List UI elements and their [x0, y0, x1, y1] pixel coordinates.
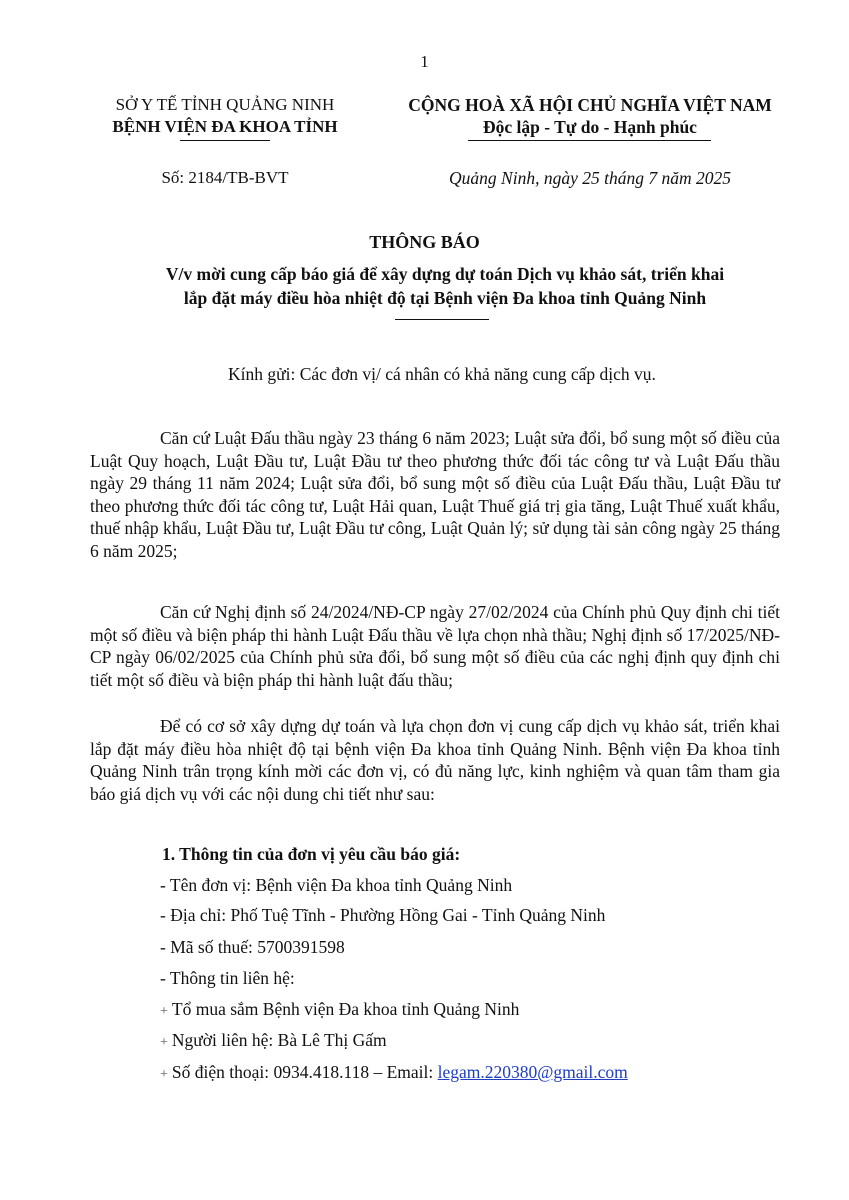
- recipient-line: Kính gửi: Các đơn vị/ cá nhân có khả năng cung cấp dịch vụ.: [228, 364, 656, 384]
- plus-bullet-icon: +: [160, 1067, 168, 1082]
- legal-basis-paragraph-2: Căn cứ Nghị định số 24/2024/NĐ-CP ngày 27/02/2024 của Chính phủ Quy định chi tiết một số điều và biện pháp thi hành Luật Đấu thầu về lựa chọn nhà thầu; Nghị định số 17/2025/NĐ-CP ngày 06/02/2025 của Chính phủ sửa đổi, bổ sung một số điều của các nghị định quy định chi tiết một số điều và biện pháp thi hành luật đấu thầu;: [90, 602, 780, 690]
- subject-line-1: V/v mời cung cấp báo giá để xây dựng dự toán Dịch vụ khảo sát, triển khai: [165, 264, 725, 284]
- document-number: Số: 2184/TB-BVT: [161, 168, 289, 187]
- notice-subject: [100, 262, 790, 310]
- agency-name: SỞ Y TẾ TỈNH QUẢNG NINH: [115, 95, 335, 114]
- unit-name: BỆNH VIỆN ĐA KHOA TỈNH: [112, 117, 338, 136]
- national-motto: Độc lập - Tự do - Hạnh phúc: [483, 117, 697, 137]
- section-1-heading: 1. Thông tin của đơn vị yêu cầu báo giá:: [162, 844, 461, 864]
- national-header: [385, 94, 795, 138]
- place-date: Quảng Ninh, ngày 25 tháng 7 năm 2025: [449, 168, 731, 188]
- org-name-line: - Tên đơn vị: Bệnh viện Đa khoa tỉnh Quảng Ninh: [160, 875, 513, 895]
- motto-underline: [468, 140, 711, 141]
- contact-item-team: [160, 999, 519, 1020]
- page-number: 1: [420, 52, 429, 71]
- legal-basis-paragraph-1: Căn cứ Luật Đấu thầu ngày 23 tháng 6 năm 2023; Luật sửa đổi, bổ sung một số điều của Luật Quy hoạch, Luật Đầu tư, Luật Đầu tư theo phương thức đối tác công tư và Luật Đấu thầu ngày 29 tháng 11 năm 2024; Luật sửa đổi, bổ sung một số điều của Luật Đấu thầu, Luật Đầu tư theo phương thức đối tác công tư, Luật Hải quan, Luật Thuế giá trị gia tăng, Luật Thuế xuất khẩu, thuế nhập khẩu, Luật Đầu tư, Luật Đầu tư công, Luật Quản lý; sử dụng tài sản công ngày 25 tháng 6 năm 2025;: [90, 428, 780, 561]
- contact-person-text: Người liên hệ: Bà Lê Thị Gấm: [171, 1030, 387, 1050]
- subject-divider: [395, 319, 489, 320]
- notice-title: THÔNG BÁO: [369, 232, 480, 252]
- contact-item-phone-email: [160, 1062, 628, 1083]
- contact-phone-text: Số điện thoại: 0934.418.118 – Email:: [171, 1062, 438, 1082]
- unit-underline: [180, 140, 270, 141]
- contact-label-line: - Thông tin liên hệ:: [160, 968, 295, 988]
- subject-line-2: lắp đặt máy điều hòa nhiệt độ tại Bệnh viện Đa khoa tỉnh Quảng Ninh: [183, 288, 707, 308]
- purpose-paragraph: Để có cơ sở xây dựng dự toán và lựa chọn đơn vị cung cấp dịch vụ khảo sát, triển khai lắp đặt máy điều hòa nhiệt độ tại bệnh viện Đa khoa tỉnh Quảng Ninh. Bệnh viện Đa khoa tỉnh Quảng Ninh trân trọng kính mời các đơn vị, có đủ năng lực, kinh nghiệm và quan tâm tham gia báo giá dịch vụ với các nội dung chi tiết như sau:: [90, 716, 780, 804]
- address-line: - Địa chỉ: Phố Tuệ Tĩnh - Phường Hồng Gai - Tỉnh Quảng Ninh: [160, 905, 606, 925]
- nation-name: CỘNG HOÀ XÃ HỘI CHỦ NGHĨA VIỆT NAM: [408, 95, 772, 115]
- issuing-authority: [90, 94, 360, 138]
- tax-code-line: - Mã số thuế: 5700391598: [160, 937, 345, 957]
- email-link[interactable]: legam.220380@gmail.com: [437, 1062, 628, 1082]
- contact-item-person: [160, 1030, 387, 1051]
- plus-bullet-icon: +: [160, 1004, 168, 1019]
- plus-bullet-icon: +: [160, 1035, 168, 1050]
- contact-team-text: Tổ mua sắm Bệnh viện Đa khoa tỉnh Quảng Ninh: [171, 999, 520, 1019]
